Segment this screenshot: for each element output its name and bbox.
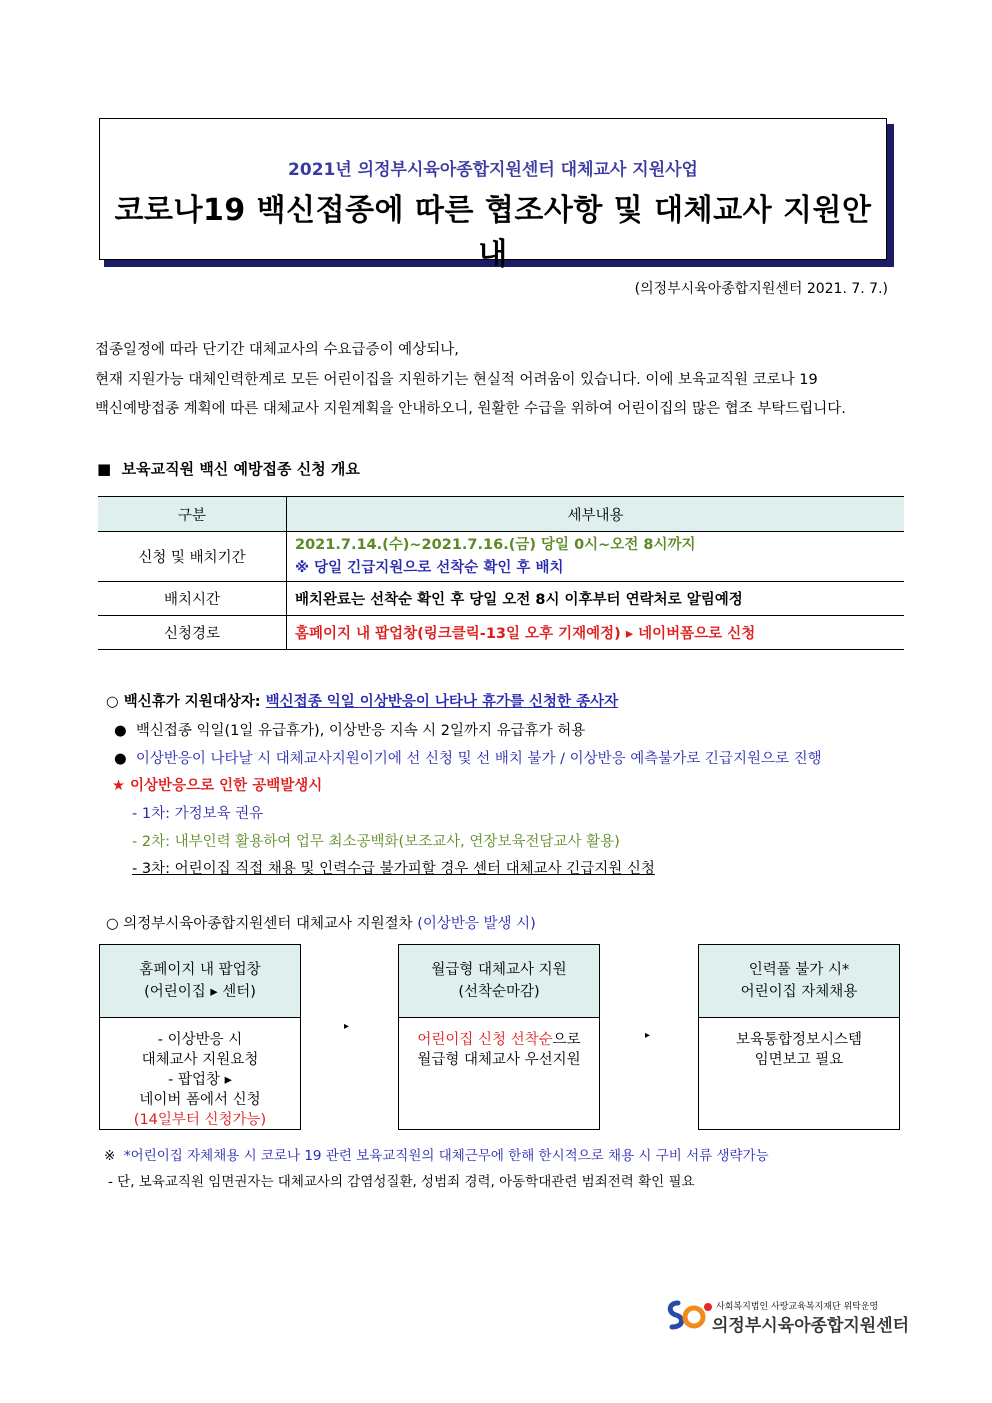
table-cell-label: 신청 및 배치기간 xyxy=(98,532,287,582)
box-body-line: 임면보고 필요 xyxy=(754,1052,844,1068)
arrow-right-icon: ▸ xyxy=(645,1030,651,1041)
procedure-box-body xyxy=(699,1018,899,1070)
box-head-line: 어린이집 자체채용 xyxy=(740,984,858,1000)
box-head-line: (어린이집 ▸ 센터) xyxy=(144,984,256,1000)
period-note: ※ 당일 긴급지원으로 선착순 확인 후 배치 xyxy=(295,559,564,576)
leave-bullet-1 xyxy=(114,719,585,740)
table-header: 세부내용 xyxy=(287,497,905,532)
procedure-box-head xyxy=(399,945,599,1018)
procedure-box-2 xyxy=(398,944,600,1130)
leave-heading-label: ○ 백신휴가 지원대상자: xyxy=(106,694,266,710)
table-cell-label: 신청경로 xyxy=(98,616,287,650)
box-head-line: 월급형 대체교사 지원 xyxy=(431,962,567,978)
intro-line-1: 접종일정에 따라 단기간 대체교사의 수요급증이 예상되나, xyxy=(95,342,459,358)
procedure-heading-label: ○ 의정부시육아종합지원센터 대체교사 지원절차 xyxy=(106,916,418,932)
procedure-box-1 xyxy=(99,944,301,1130)
section-title: 보육교직원 백신 예방접종 신청 개요 xyxy=(121,460,360,478)
procedure-heading-note: (이상반응 발생 시) xyxy=(417,916,536,932)
leave-step-1: - 1차: 가정보육 권유 xyxy=(132,806,264,822)
square-bullet-icon: ■ xyxy=(97,460,112,478)
table-cell-label: 배치시간 xyxy=(98,582,287,616)
box-body-line: 네이버 폼에서 신청 xyxy=(139,1092,261,1108)
box-body-line: - 팝업창 ▸ xyxy=(168,1072,232,1088)
leave-step-2: - 2차: 내부인력 활용하여 업무 최소공백화(보조교사, 연장보육전담교사 활용) xyxy=(132,834,620,850)
procedure-heading xyxy=(106,912,536,933)
bullet-icon: ● xyxy=(114,751,127,767)
overview-table xyxy=(98,496,904,650)
arrow-right-icon: ▸ xyxy=(344,1021,350,1032)
box-body-rest: 으로 xyxy=(552,1032,581,1048)
box-body-line: - 이상반응 시 xyxy=(157,1032,243,1048)
box-body-line: 보육통합정보시스템 xyxy=(735,1032,863,1048)
table-row xyxy=(98,582,904,616)
title-box xyxy=(99,118,887,272)
box-head-line: 홈페이지 내 팝업창 xyxy=(139,962,261,978)
table-cell-detail: 배치완료는 선착순 확인 후 당일 오전 8시 이후부터 연락처로 알림예정 xyxy=(287,582,905,616)
intro-line-3: 백신예방접종 계획에 따른 대체교사 지원계획을 안내하오니, 원활한 수급을 위하여 어린이집의 많은 협조 부탁드립니다. xyxy=(95,401,846,417)
section-heading xyxy=(97,458,360,479)
procedure-box-body xyxy=(399,1018,599,1070)
table-row xyxy=(98,532,904,582)
document-title: 코로나19 백신접종에 따른 협조사항 및 대체교사 지원안내 xyxy=(114,193,872,272)
table-header-row xyxy=(98,497,904,532)
document-subtitle: 2021년 의정부시육아종합지원센터 대체교사 지원사업 xyxy=(288,160,698,180)
table-cell-detail xyxy=(287,532,905,582)
box-body-line: 대체교사 지원요청 xyxy=(141,1052,259,1068)
table-row xyxy=(98,616,904,650)
period-text: 2021.7.14.(수)~2021.7.16.(금) 당일 0시~오전 8시까지 xyxy=(295,536,696,553)
box-head-line: (선착순마감) xyxy=(458,984,540,1000)
logo-operator: 사회복지법인 사랑교육복지재단 위탁운영 xyxy=(716,1302,879,1312)
note-mark-icon: ※ xyxy=(104,1148,116,1164)
box-body-highlight: 어린이집 신청 선착순 xyxy=(417,1032,553,1048)
leave-bullet-text: 이상반응이 나타날 시 대체교사지원이기에 선 신청 및 선 배치 불가 / 이상반응 예측불가로 긴급지원으로 진행 xyxy=(135,751,822,767)
procedure-box-head xyxy=(699,945,899,1018)
leave-star-heading: ★ 이상반응으로 인한 공백발생시 xyxy=(112,778,323,794)
intro-line-2: 현재 지원가능 대체인력한계로 모든 어린이집을 지원하기는 현실적 어려움이 있습니다. 이에 보육교직원 코로나 19 xyxy=(95,372,818,388)
table-cell-detail: 홈페이지 내 팝업창(링크클릭-13일 오후 기재예정) ▸ 네이버폼으로 신청 xyxy=(287,616,905,650)
leave-bullet-2 xyxy=(114,747,822,768)
box-head-line: 인력풀 불가 시* xyxy=(748,962,850,978)
leave-step-3: - 3차: 어린이집 직접 채용 및 인력수급 불가피할 경우 센터 대체교사 긴급지원 신청 xyxy=(132,861,655,877)
issuer-date: (의정부시육아종합지원센터 2021. 7. 7.) xyxy=(634,281,888,297)
procedure-box-body xyxy=(100,1018,300,1130)
procedure-box-head xyxy=(100,945,300,1018)
leave-heading xyxy=(106,690,618,711)
box-body-line: 월급형 대체교사 우선지원 xyxy=(417,1052,581,1068)
logo-name: 의정부시육아종합지원센터 xyxy=(712,1316,910,1336)
procedure-box-3 xyxy=(698,944,900,1130)
note-1 xyxy=(104,1144,769,1164)
logo-mark-icon xyxy=(664,1297,714,1333)
leave-heading-highlight: 백신접종 익일 이상반응이 나타나 휴가를 신청한 종사자 xyxy=(265,694,619,710)
note-2: - 단, 보육교직원 임면권자는 대체교사의 감염성질환, 성범죄 경력, 아동학대관련 범죄전력 확인 필요 xyxy=(108,1174,695,1190)
box-body-line: (14일부터 신청가능) xyxy=(133,1112,267,1128)
table-header: 구분 xyxy=(98,497,287,532)
bullet-icon: ● xyxy=(114,723,127,739)
note-1-text: *어린이집 자체채용 시 코로나 19 관련 보육교직원의 대체근무에 한해 한시적으로 채용 시 구비 서류 생략가능 xyxy=(123,1148,769,1164)
leave-bullet-text: 백신접종 익일(1일 유급휴가), 이상반응 지속 시 2일까지 유급휴가 허용 xyxy=(135,723,586,739)
box-body-line xyxy=(399,1030,599,1050)
